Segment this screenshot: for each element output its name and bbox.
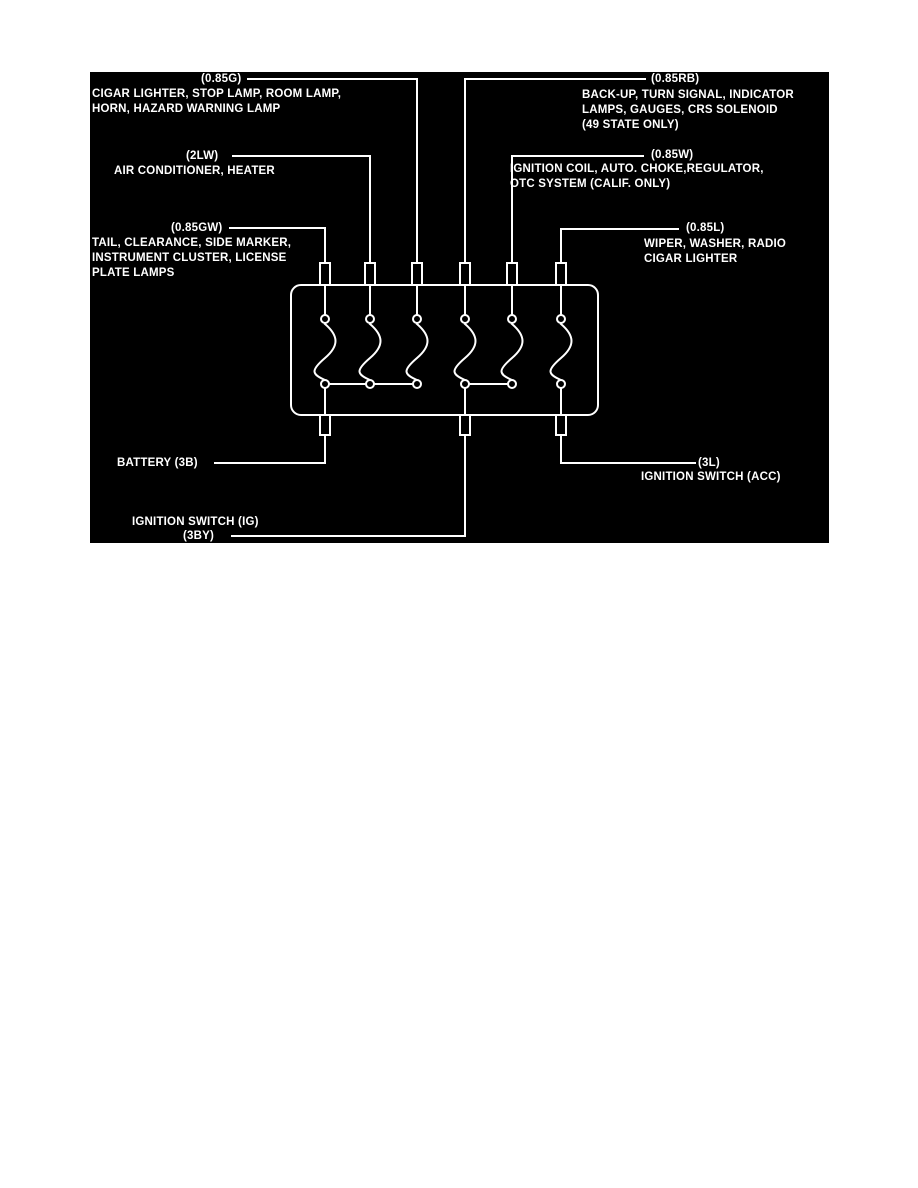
label-0-85g-desc: CIGAR LIGHTER, STOP LAMP, ROOM LAMP, HORN, HAZARD WARNING LAMP bbox=[92, 88, 342, 115]
label-ig-code: (3BY) bbox=[183, 530, 215, 542]
label-0-85gw-code: (0.85GW) bbox=[171, 222, 223, 234]
label-0-85rb-code: (0.85RB) bbox=[651, 73, 700, 85]
label-0-85gw-desc: TAIL, CLEARANCE, SIDE MARKER, INSTRUMENT CLUSTER, LICENSE PLATE LAMPS bbox=[92, 237, 292, 279]
label-2lw-desc: AIR CONDITIONER, HEATER bbox=[114, 165, 275, 177]
label-0-85w-code: (0.85W) bbox=[651, 149, 694, 161]
label-acc: IGNITION SWITCH (ACC) bbox=[641, 471, 781, 483]
label-0-85w-desc: IGNITION COIL, AUTO. CHOKE,REGULATOR, OTC SYSTEM (CALIF. ONLY) bbox=[510, 163, 764, 190]
label-0-85g-code: (0.85G) bbox=[201, 73, 242, 85]
label-0-85l-desc: WIPER, WASHER, RADIO CIGAR LIGHTER bbox=[644, 238, 787, 265]
label-acc-code: (3L) bbox=[698, 457, 720, 469]
label-0-85l-code: (0.85L) bbox=[686, 222, 725, 234]
label-battery: BATTERY (3B) bbox=[117, 457, 198, 469]
label-2lw-code: (2LW) bbox=[186, 150, 219, 162]
label-0-85rb-desc: BACK-UP, TURN SIGNAL, INDICATOR LAMPS, GAUGES, CRS SOLENOID (49 STATE ONLY) bbox=[582, 89, 794, 131]
label-ig: IGNITION SWITCH (IG) bbox=[132, 516, 259, 528]
